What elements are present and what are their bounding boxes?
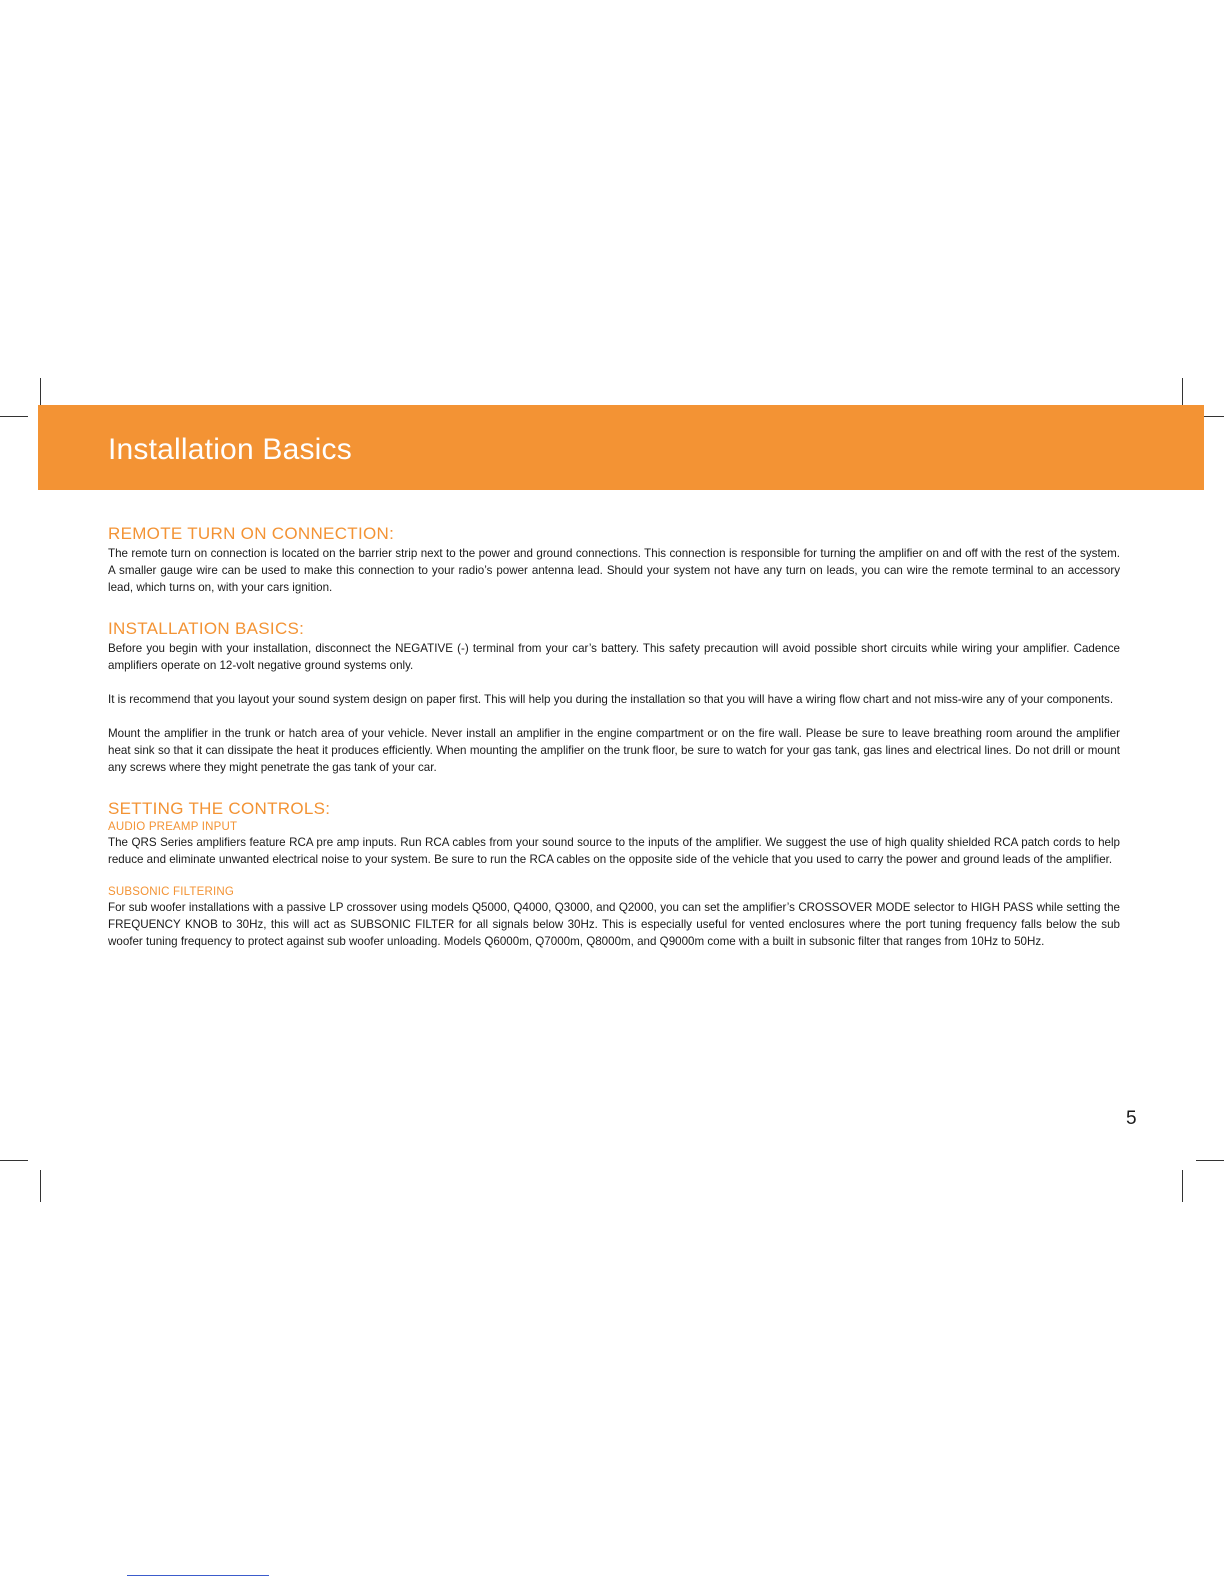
section-heading: REMOTE TURN ON CONNECTION: [108,524,395,543]
crop-mark-bottom-left-vertical [40,1170,41,1202]
link-underline [127,1575,269,1576]
paragraph: Mount the amplifier in the trunk or hatch area of your vehicle. Never install an amplifier in the engine compartment or on the fire wall. Please be sure to leave breathing room around the amplifier heat sink so that it can dissipate the heat it produces efficiently. When mounting the amplifier on the trunk floor, be sure to watch for your gas tank, gas lines and electrical lines. Do not drill or mount any screws where they might penetrate the gas tank of your car. [108,727,1120,774]
paragraph: It is recommend that you layout your sound system design on paper first. This will help you during the installation so that you will have a wiring flow chart and not miss-wire any of your components. [108,693,1114,706]
subsection-heading-subsonic-filtering: SUBSONIC FILTERING [108,886,235,898]
crop-mark-bottom-right-vertical [1182,1170,1183,1202]
crop-mark-bottom-left-horizontal [0,1160,28,1161]
crop-mark-top-left-horizontal [0,416,28,417]
document-body [108,523,1120,950]
paragraph: Before you begin with your installation, disconnect the NEGATIVE (-) terminal from your car’s battery. This safety precaution will avoid possible short circuits while wiring your amplifier. Cadence amplifiers operate on 12-volt negative ground systems only. [108,642,1120,672]
crop-mark-bottom-right-horizontal [1196,1160,1224,1161]
paragraph: The QRS Series amplifiers feature RCA pre amp inputs. Run RCA cables from your sound source to the inputs of the amplifier. We suggest the use of high quality shielded RCA patch cords to help reduce and eliminate unwanted electrical noise to your system. Be sure to run the RCA cables on the opposite side of the vehicle that you used to carry the power and ground leads of the amplifier. [108,836,1120,866]
page-number: 5 [1126,1108,1137,1129]
section-heading: SETTING THE CONTROLS: [108,799,331,818]
paragraph: The remote turn on connection is located on the barrier strip next to the power and ground connections. This connection is responsible for turning the amplifier on and off with the rest of the system. A smaller gauge wire can be used to make this connection to your radio’s power antenna lead. Should your system not have any turn on leads, you can wire the remote terminal to an accessory lead, which turns on, with your cars ignition. [108,547,1120,594]
paragraph: For sub woofer installations with a passive LP crossover using models Q5000, Q4000, Q3000, and Q2000, you can set the amplifier’s CROSSOVER MODE selector to HIGH PASS while setting the FREQUENCY KNOB to 30Hz, this will act as SUBSONIC FILTER for all signals below 30Hz. This is especially useful for vented enclosures where the port tuning frequency falls below the sub woofer tuning frequency to protect against sub woofer unloading. Models Q6000m, Q7000m, Q8000m, and Q9000m come with a built in subsonic filter that ranges from 10Hz to 50Hz. [108,901,1120,948]
section-heading: INSTALLATION BASICS: [108,619,305,638]
page-title: Installation Basics [108,433,352,466]
section-remote-turn-on [108,523,1120,596]
title-banner [38,405,1204,490]
section-installation-basics [108,618,1120,776]
subsection-heading-audio-preamp-input: AUDIO PREAMP INPUT [108,821,238,833]
section-setting-the-controls [108,798,1120,950]
